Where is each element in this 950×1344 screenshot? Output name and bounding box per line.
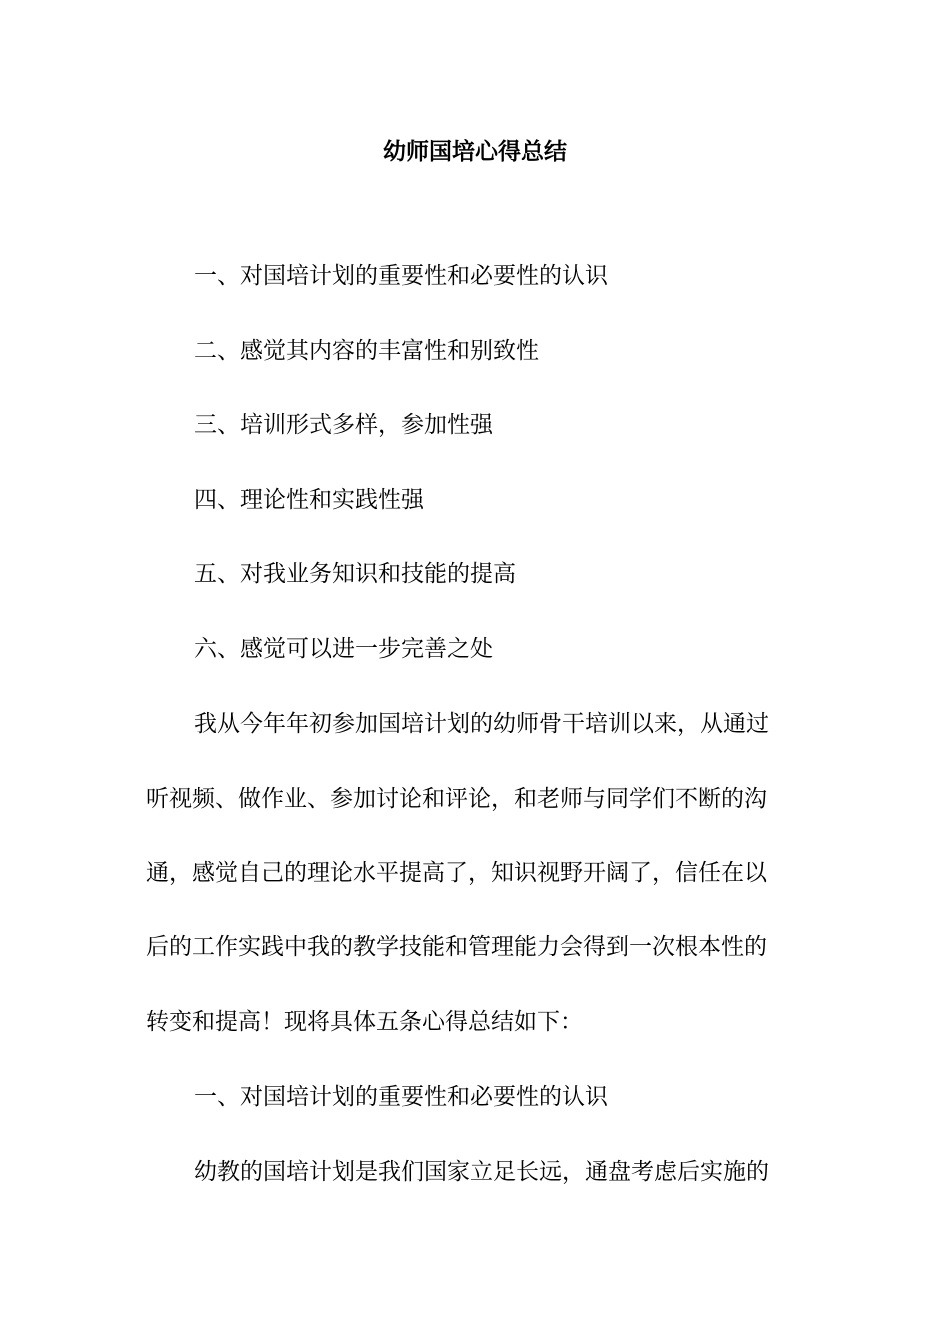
intro-paragraph-line: 听视频、做作业、参加讨论和评论，和老师与同学们不断的沟 (146, 786, 767, 812)
outline-item-6: 六、感觉可以进一步完善之处 (194, 636, 493, 662)
intro-paragraph-line: 转变和提高！现将具体五条心得总结如下： (146, 1009, 583, 1035)
document-title: 幼师国培心得总结 (383, 138, 567, 165)
section-heading: 一、对国培计划的重要性和必要性的认识 (194, 1084, 608, 1110)
intro-paragraph-line: 我从今年年初参加国培计划的幼师骨干培训以来，从通过 (194, 711, 769, 737)
outline-item-5: 五、对我业务知识和技能的提高 (194, 561, 516, 587)
intro-paragraph-line: 通，感觉自己的理论水平提高了，知识视野开阔了，信任在以 (146, 860, 767, 886)
section-paragraph-line: 幼教的国培计划是我们国家立足长远，通盘考虑后实施的 (194, 1159, 769, 1185)
outline-item-1: 一、对国培计划的重要性和必要性的认识 (194, 263, 608, 289)
outline-item-3: 三、培训形式多样，参加性强 (194, 412, 493, 438)
intro-paragraph-line: 后的工作实践中我的教学技能和管理能力会得到一次根本性的 (146, 934, 767, 960)
outline-item-4: 四、理论性和实践性强 (194, 487, 424, 513)
outline-item-2: 二、感觉其内容的丰富性和别致性 (194, 338, 539, 364)
